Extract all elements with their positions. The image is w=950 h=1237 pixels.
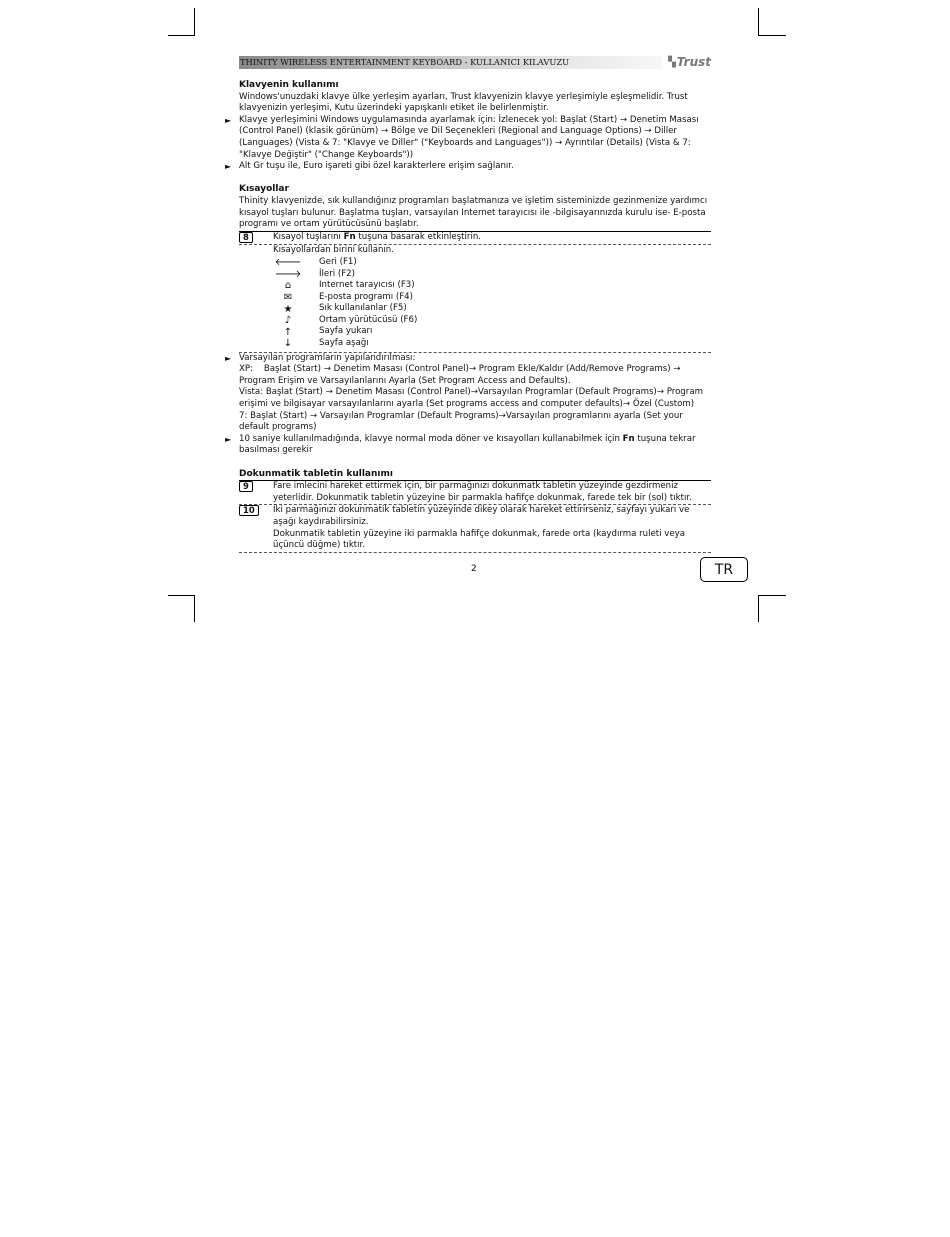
shortcut-item — [239, 303, 711, 315]
page-number: 2 — [471, 564, 477, 574]
shortcut-item — [239, 280, 711, 292]
section-heading-shortcuts: Kısayollar — [239, 184, 289, 195]
crop-mark — [168, 595, 195, 596]
shortcut-label: Geri (F1) — [319, 256, 357, 267]
bullet-arrow-icon: ► — [225, 434, 232, 444]
xp-instructions: XP: Başlat (Start) → Denetim Masası (Control Panel)→ Program Ekle/Kaldır (Add/Remove Programs) → Program Erişim ve Varsayılanlarını Ayarla (Set Program Access and Defaults). — [239, 364, 684, 386]
trust-logo — [662, 56, 711, 69]
shortcut-item — [239, 338, 711, 350]
shortcut-label: İleri (F2) — [319, 268, 355, 279]
crop-mark — [758, 8, 759, 35]
bullet-arrow-icon: ► — [225, 353, 232, 363]
shortcut-list — [239, 257, 711, 350]
win7-instructions: 7: Başlat (Start) → Varsayılan Programlar (Default Programs)→Varsayılan programlarını ayarla (Set your default programs) — [239, 410, 683, 433]
bullet-arrow-icon: ► — [225, 162, 232, 172]
bullet-item — [225, 161, 711, 173]
step-text: tuşuna basarak etkinleştirin. — [355, 231, 482, 242]
bullet-text: Alt Gr tuşu ile, Euro işareti gibi özel karakterlere erişim sağlanır. — [239, 161, 514, 172]
trust-logo-icon: ▚ — [668, 56, 676, 68]
home-icon: ⌂ — [284, 280, 292, 292]
step-number: 8 — [239, 232, 253, 243]
step-number: 10 — [239, 505, 259, 516]
step-subtext: Kısayollardan birini kullanın. — [273, 245, 394, 256]
bullet-text: 10 saniye kullanılmadığında, klavye normal moda döner ve kısayolları kullanabilmek için — [239, 433, 623, 444]
bullet-text: tuşuna tekrar basılması gerekir — [239, 433, 696, 456]
paragraph: Thinity klavyenizde, sık kullandığınız programları başlatmanıza ve işletim sisteminizde gezinmenize yardımcı kısayol tuşları bulunur. Başlatma tuşları, varsayılan Internet tarayıcısı ile -bilgisayarınızda kurulu ise- E-posta programı ve ortam yürütücüsünü başlatır. — [239, 195, 708, 230]
star-icon: ★ — [283, 303, 293, 315]
forward-arrow-icon: 🡒 — [274, 268, 302, 280]
crop-mark — [758, 35, 786, 36]
down-arrow-icon: ↓ — [283, 338, 293, 350]
shortcut-label: Sayfa yukarı — [319, 326, 373, 337]
step-text: Fare imlecini hareket ettirmek için, bir parmağınızı dokunmatk tabletin yüzeyinde gezdirmeniz yeterlidir. Dokunmatik tabletin yüzeyine bir parmakla hafifçe dokunmak, farede tek bir (sol) tıktır. — [273, 481, 692, 503]
crop-mark — [758, 595, 786, 596]
shortcut-item — [239, 257, 711, 269]
step-number: 9 — [239, 481, 253, 492]
envelope-icon: ✉ — [283, 291, 293, 303]
shortcut-item — [239, 292, 711, 304]
language-badge: TR — [700, 557, 748, 582]
bullet-item — [225, 433, 711, 457]
shortcut-item — [239, 326, 711, 338]
crop-mark — [168, 35, 195, 36]
shortcut-label: Sık kullanılanlar (F5) — [319, 303, 407, 314]
page-header — [239, 56, 711, 69]
shortcut-label: Ortam yürütücüsü (F6) — [319, 314, 418, 325]
fn-key-label: Fn — [343, 231, 356, 242]
paragraph: Windows'unuzdaki klavye ülke yerleşim ayarları, Trust klavyenizin klavye yerleşimiyle eşleşmelidir. Trust klavyenizin yerleşimi, Kutu üzerindeki yapışkanlı etiket ile belirlenmiştir. — [239, 91, 688, 114]
shortcut-item — [239, 269, 711, 281]
shortcut-label: E-posta programı (F4) — [319, 291, 414, 302]
step-text: Dokunmatik tabletin yüzeyine iki parmakla hafifçe dokunmak, farede orta (kaydırma ruleti veya üçüncü düğme) tıktır. — [273, 528, 685, 551]
step-text: İki parmağınızı dokunmatik tabletin yüzeyinde dikey olarak hareket ettirirseniz, sayfayı yukarı ve aşağı kaydırabilirsiniz. — [273, 505, 690, 527]
bullet-text: Varsayılan programların yapılandırılması: — [239, 352, 416, 363]
manual-page — [225, 54, 711, 553]
crop-mark — [194, 595, 195, 622]
crop-mark — [194, 8, 195, 35]
bullet-item — [225, 352, 711, 365]
fn-key-label: Fn — [622, 433, 635, 444]
bullet-text: Klavye yerleşimini Windows uygulamasında ayarlamak için: İzlenecek yol: Başlat (Start) → Denetim Masası (Control Panel) (klasik görünüm) → Bölge ve Dil Seçenekleri (Regional and Language Options) → Diller (Languages) (Vista & 7: "Klavye ve Diller" ("Keyboards and Languages")) → Ayrıntılar (Details) (Vista & 7: "Klavye Değiştir" ("Change Keyboards")) — [239, 114, 699, 160]
shortcut-label: Internet tarayıcısı (F3) — [319, 280, 415, 291]
music-note-icon: ♪ — [284, 315, 292, 327]
step-8 — [239, 232, 711, 245]
shortcut-item — [239, 315, 711, 327]
step-text: Kısayol tuşlarını — [273, 231, 344, 242]
vista-instructions: Vista: Başlat (Start) → Denetim Masası (Control Panel)→Varsayılan Programlar (Default Programs)→ Program erişimi ve bilgisayar varsayılanlarını ayarla (Set programs access and computer defaults)→ Özel (Custom) — [239, 387, 703, 410]
crop-mark — [758, 595, 759, 622]
step-9 — [239, 481, 711, 504]
bullet-item — [225, 114, 711, 161]
header-title: THINITY WIRELESS ENTERTAINMENT KEYBOARD - KULLANICI KILAVUZU — [240, 56, 570, 67]
section-heading-keyboard-use: Klavyenin kullanımı — [239, 80, 339, 90]
step-10 — [239, 505, 711, 551]
back-arrow-icon: 🡐 — [274, 257, 302, 269]
bullet-arrow-icon: ► — [225, 115, 232, 125]
section-heading-touchpad: Dokunmatik tabletin kullanımı — [239, 468, 393, 479]
logo-text: Trust — [676, 54, 711, 69]
up-arrow-icon: ↑ — [283, 326, 293, 338]
shortcut-label: Sayfa aşağı — [319, 338, 369, 349]
